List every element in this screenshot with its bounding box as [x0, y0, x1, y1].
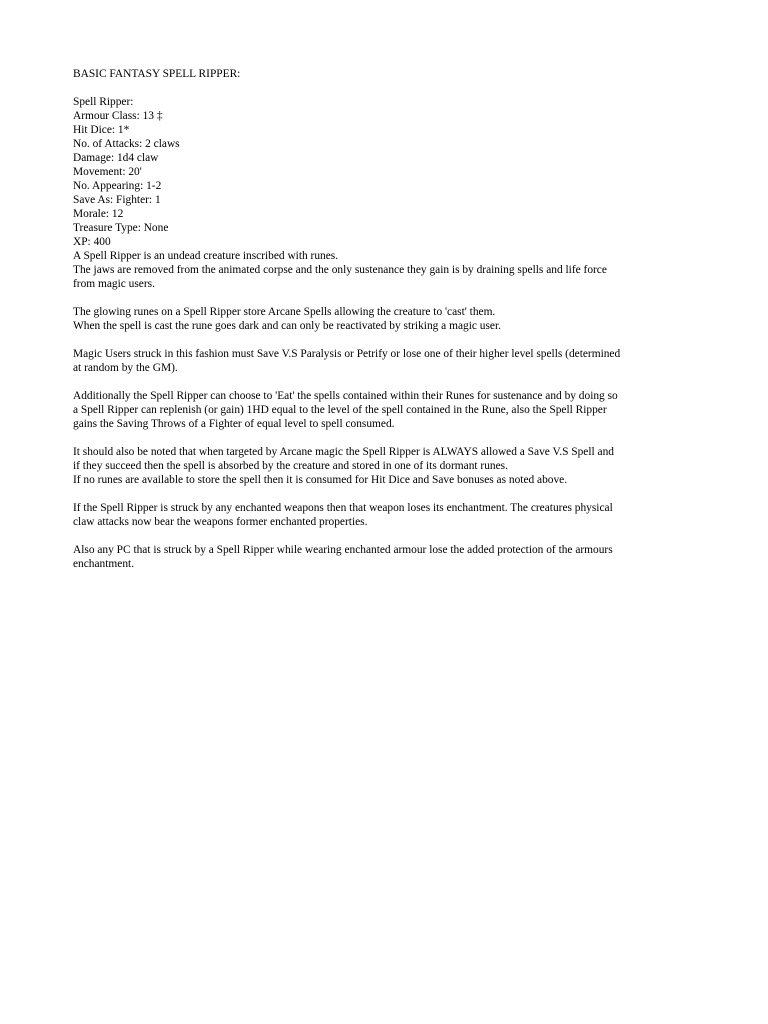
- stat-damage: Damage: 1d4 claw: [73, 152, 159, 164]
- paragraph-line: Additionally the Spell Ripper can choose to 'Eat' the spells contained within their Runes for sustenance and by doing so: [73, 390, 618, 402]
- spacer: [73, 333, 698, 347]
- document-page: [73, 67, 698, 571]
- spacer: [73, 291, 698, 305]
- paragraph-line: claw attacks now bear the weapons former enchanted properties.: [73, 516, 368, 528]
- stat-save-as: Save As: Fighter: 1: [73, 194, 161, 206]
- stat-treasure: Treasure Type: None: [73, 222, 169, 234]
- paragraph-line: Magic Users struck in this fashion must Save V.S Paralysis or Petrify or lose one of their higher level spells (determined: [73, 348, 621, 360]
- spacer: [73, 487, 698, 501]
- paragraph-line: Also any PC that is struck by a Spell Ripper while wearing enchanted armour lose the added protection of the armours: [73, 544, 613, 556]
- paragraph-line: at random by the GM).: [73, 362, 178, 374]
- weapons-paragraph: [73, 501, 698, 529]
- arcane-paragraph: [73, 445, 698, 487]
- stat-hit-dice: Hit Dice: 1*: [73, 124, 130, 136]
- armour-paragraph: [73, 543, 698, 571]
- stat-movement: Movement: 20': [73, 166, 142, 178]
- spacer: [73, 431, 698, 445]
- paragraph-line: A Spell Ripper is an undead creature inscribed with runes.: [73, 250, 339, 262]
- paragraph-line: The jaws are removed from the animated corpse and the only sustenance they gain is by draining spells and life force: [73, 264, 607, 276]
- paragraph-line: The glowing runes on a Spell Ripper store Arcane Spells allowing the creature to 'cast' them.: [73, 306, 496, 318]
- stat-morale: Morale: 12: [73, 208, 124, 220]
- eat-spells-paragraph: [73, 389, 698, 431]
- paragraph-line: It should also be noted that when targeted by Arcane magic the Spell Ripper is ALWAYS allowed a Save V.S Spell and: [73, 446, 614, 458]
- paragraph-line: When the spell is cast the rune goes dark and can only be reactivated by striking a magic user.: [73, 320, 501, 332]
- spacer: [73, 81, 698, 95]
- paragraph-line: gains the Saving Throws of a Fighter of equal level to spell consumed.: [73, 418, 395, 430]
- stat-block: [73, 95, 698, 249]
- paragraph-line: a Spell Ripper can replenish (or gain) 1HD equal to the level of the spell contained in the Rune, also the Spell Ripper: [73, 404, 607, 416]
- stat-attacks: No. of Attacks: 2 claws: [73, 138, 180, 150]
- intro-paragraph: [73, 249, 698, 291]
- stat-xp: XP: 400: [73, 236, 111, 248]
- stat-appearing: No. Appearing: 1-2: [73, 180, 162, 192]
- spacer: [73, 375, 698, 389]
- paragraph-line: if they succeed then the spell is absorbed by the creature and stored in one of its dormant runes.: [73, 460, 508, 472]
- paragraph-line: If the Spell Ripper is struck by any enchanted weapons then that weapon loses its enchantment. The creatures physical: [73, 502, 613, 514]
- stat-name: Spell Ripper:: [73, 96, 134, 108]
- spacer: [73, 529, 698, 543]
- document-title: BASIC FANTASY SPELL RIPPER:: [73, 68, 241, 80]
- stat-armour-class: Armour Class: 13 ‡: [73, 110, 163, 122]
- paragraph-line: from magic users.: [73, 278, 155, 290]
- magic-users-paragraph: [73, 347, 698, 375]
- paragraph-line: enchantment.: [73, 558, 135, 570]
- runes-paragraph: [73, 305, 698, 333]
- paragraph-line: If no runes are available to store the spell then it is consumed for Hit Dice and Save bonuses as noted above.: [73, 474, 568, 486]
